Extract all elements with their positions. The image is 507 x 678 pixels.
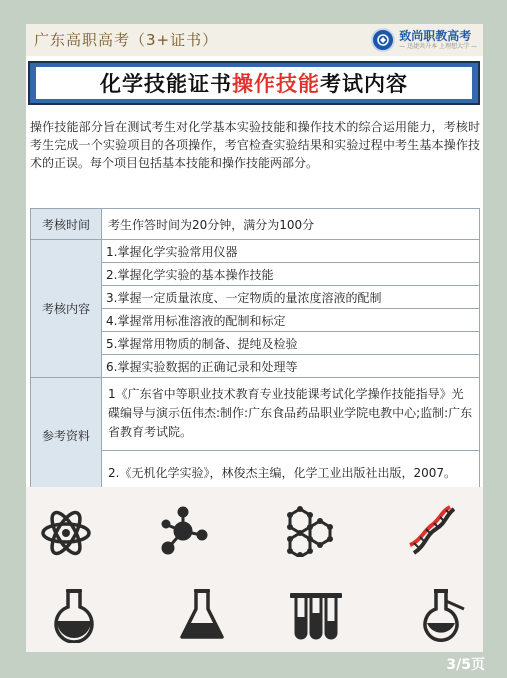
- title-part2: 考试内容: [320, 72, 408, 96]
- hexagon-structure-icon: [280, 505, 332, 557]
- content-item-5: 5.掌握常用物质的制备、提纯及检验: [102, 332, 480, 355]
- title-highlight: 操作技能: [232, 72, 320, 96]
- content-item-3: 3.掌握一定质量浓度、一定物质的量浓度溶液的配制: [102, 286, 480, 309]
- brand-logo-icon: [371, 28, 395, 52]
- chemistry-icons: [26, 487, 483, 652]
- brand-slogan: — 迅捷共升本 上理想大学 —: [399, 42, 477, 50]
- brand: [371, 26, 477, 54]
- time-label: 考核时间: [31, 209, 102, 240]
- ref-label: 参考资料: [31, 378, 102, 494]
- table-row: [31, 240, 480, 263]
- content-card: [26, 24, 483, 652]
- page-title: [36, 67, 472, 99]
- time-value: 考生作答时间为20分钟，满分为100分: [102, 209, 480, 240]
- round-flask-icon: [48, 587, 100, 639]
- content-label: 考核内容: [31, 240, 102, 378]
- test-tubes-icon: [288, 591, 340, 643]
- content-item-6: 6.掌握实验数据的正确记录和处理等: [102, 355, 480, 378]
- page-number: 3/5页: [446, 657, 485, 673]
- distillation-flask-icon: [414, 587, 466, 639]
- top-bar: [26, 24, 483, 56]
- content-item-4: 4.掌握常用标准溶液的配制和标定: [102, 309, 480, 332]
- content-item-1: 1.掌握化学实验常用仪器: [102, 240, 480, 263]
- molecule-icon: [157, 505, 209, 557]
- ref-item-2: 2.《无机化学实验》，林俊杰主编，化学工业出版社出版，2007。: [102, 451, 480, 494]
- dna-icon: [406, 505, 458, 557]
- ref-item-1: 1《广东省中等职业技术教育专业技能课考试化学操作技能指导》光碟编导与演示伍伟杰:制作:广东食品药品职业学院电教中心;监制:广东省教育考试院。: [102, 378, 480, 451]
- title-part1: 化学技能证书: [100, 72, 232, 96]
- brand-name: 致尚职教高考: [399, 28, 472, 43]
- table-row: [31, 378, 480, 451]
- title-banner: [28, 61, 480, 105]
- intro-paragraph: 操作技能部分旨在测试考生对化学基本实验技能和操作技术的综合运用能力，考核时考生完成一个实验项目的各项操作，考官检查实验结果和实验过程中考生基本操作技术的正误。每个项目包括基本技能和操作技能两部分。: [30, 120, 480, 170]
- exam-table: [30, 208, 480, 494]
- content-item-2: 2.掌握化学实验的基本操作技能: [102, 263, 480, 286]
- atom-icon: [40, 507, 92, 559]
- header-title: 广东高职高考（3+证书）: [34, 31, 219, 49]
- erlenmeyer-flask-icon: [176, 587, 228, 639]
- table-row-time: [31, 209, 480, 240]
